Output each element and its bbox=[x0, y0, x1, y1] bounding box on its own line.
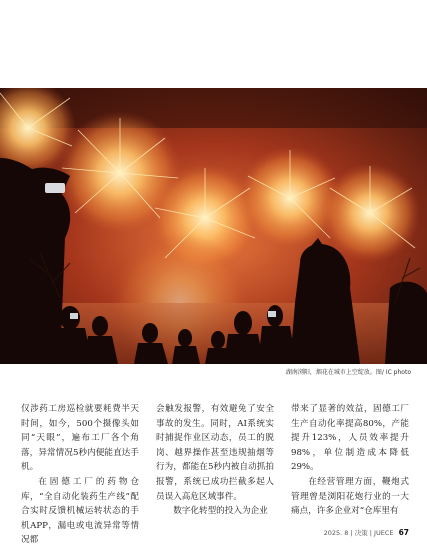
fireworks-photo bbox=[0, 88, 427, 364]
page-number: 67 bbox=[398, 528, 409, 537]
page-footer bbox=[324, 528, 409, 537]
paragraph: 在经营管理方面，鞭炮式管理曾是浏阳花炮行业的一大痛点，许多企业对“仓库里有 bbox=[291, 476, 409, 517]
photo-caption: 湖南浏阳，烟花在城市上空绽放。图/ IC photo bbox=[285, 369, 411, 376]
paragraph: 会触发报警，有效避免了安全事故的发生。同时，AI系统实时捕捉作业区动态，员工的脱岗、越界操作甚至违规抽烟等行为，都能在5秒内被自动抓拍报警，系统已成功拦截多起人员误入高危区域事件。 bbox=[156, 404, 274, 502]
paragraph: 在固德工厂的药物仓库，“全自动化装药生产线”配合实时反馈机械运转状态的手机APP，漏电或电流异常等情况都 bbox=[21, 476, 139, 546]
paragraph: 仅涉药工房巡检就要耗费半天时间，如今，500个摄像头如同“天眼”，遍布工厂各个角落，异常情况5秒内便能直达手机。 bbox=[21, 404, 139, 473]
article-column-3 bbox=[291, 402, 409, 519]
paragraph: 带来了显著的效益，固德工厂生产自动化率提高80%，产能提升123%，人员效率提升98%，单位制造成本降低29%。 bbox=[291, 404, 409, 473]
fireworks-illustration bbox=[0, 88, 427, 364]
article-column-1 bbox=[21, 402, 139, 548]
issue-label: 2025. 8 | 决策 | JUECE bbox=[323, 529, 394, 537]
paragraph: 数字化转型的投入为企业 bbox=[173, 506, 268, 517]
article-column-2 bbox=[156, 402, 274, 519]
